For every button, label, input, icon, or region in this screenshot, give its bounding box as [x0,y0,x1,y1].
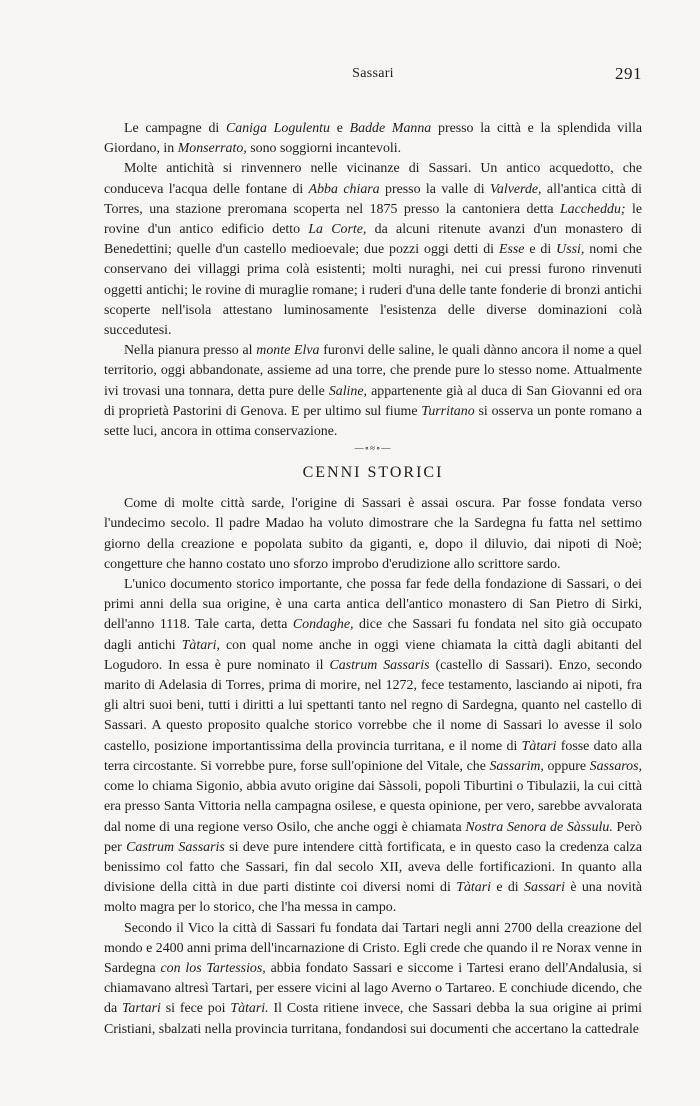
italic-term: Tàtari [521,738,557,754]
italic-term: Abba chiara [308,181,380,197]
italic-term: con los Tartessios, [160,960,266,976]
text-run: abbia fondato Sassari e siccome i Tartesi erano dell'Andalusia, si chiamavano altresì Tartari, per essere vicini al lago Averno o Tartareo. E conchiude dicendo, che da [104,960,643,1017]
italic-term: Turritano [421,403,475,419]
italic-term: Tàtari [456,880,491,896]
text-run: all'antica città di Torres, una stazione preromana scoperta nel 1875 presso la cantoniera detta [104,181,643,217]
italic-term: monte Elva [256,343,320,359]
page-number: 291 [615,64,642,83]
text-run: e [330,121,350,136]
text-run: Il Costa ritiene invece, che Sassari debba la sua origine ai primi Cristiani, sbalzati nella provincia turritana, fondandosi sui documenti che accertano la cattedrale [104,1001,642,1037]
page-header [104,66,642,86]
text-run: sono soggiorni incantevoli. [246,141,402,157]
text-run: Però per [104,819,642,855]
text-run: si fece poi [160,1001,231,1017]
italic-term: Condaghe, [292,617,354,633]
text-run: L'unico documento storico importante, che possa far fede della fondazione di Sassari, o dei primi anni della sua origine, è una carta antica dell'antico monastero di San Pietro di Sirki, dell'anno 1118. Tale carta, detta [104,577,642,633]
text-run: presso la valle di [379,181,490,197]
italic-term: Ussi, [556,242,585,258]
text-run: e di [490,880,525,896]
paragraph [104,494,642,575]
intro-section [104,119,642,442]
text-run: e di [524,242,557,258]
italic-term: Monserrato, [177,141,247,157]
italic-term: Tàtari, [181,637,220,653]
italic-term: Caniga Logulentu [226,121,330,136]
text-run: da alcuni ritenute avanzi d'un monastero di Benedettini; quelle d'un castello medioevale; due pozzi oggi detti di [104,222,642,258]
paragraph [104,919,642,1040]
paragraph [104,575,642,918]
text-run: le rovine d'un antico edificio detto [104,201,642,238]
running-title: Sassari [352,66,394,81]
separator-ornament: —∘≈∘— [354,443,392,454]
text-run: nomi che conservano dei villaggi prima colà esistenti; molti nuraghi, nei cui pressi furono rinvenuti oggetti antichi; le rovine di muraglie romane; i ruderi d'una delle tante fonderie di bronzi antichi scoperte nell'isola attestano luminosamente l'esistenza delle diverse dominazioni colà succedutesi. [104,242,643,339]
text-run: Le campagne di [124,121,226,136]
text-run: come lo chiama Sigonio, abbia avuto origine dai Sàssoli, popoli Tiburtini o Tibulazii, la cui città era presso Santa Vittoria nella campagna osilese, e questa opinione, per vero, sarebbe avvalorata dal nome di una regione verso Osilo, che anche oggi è chiamata [104,779,642,835]
italic-term: Esse [498,242,525,258]
history-section [104,494,642,1039]
text-run: Come di molte città sarde, l'origine di Sassari è assai oscura. Par fosse fondata verso l'undecimo secolo. Il padre Madao ha voluto dimostrare che la Sardegna fu fatta nel settimo giorno della creazione e popolata subito da giganti, e, dopo il diluvio, dai nipoti di Noè; congetture che hanno costato uno sforzo improbo d'erudizione allo scrittore sardo. [104,496,642,572]
text-run: (castello di Sassari). Enzo, secondo marito di Adelasia di Torres, prima di morire, nel 1272, fece testamento, lasciando ai nipoti, fra gli altri suoi beni, tutti i diritti a lui spettanti tanto nel regno di Sardegna, quanto nel castello di Sassari. A questo proposito qualche storico vorrebbe che il nome di Sassari lo avesse il solo castello, posizione importantissima della provincia turritana, e il nome di [104,657,643,754]
text-run: dice che Sassari fu fondata nel sito già occupato dagli antichi [104,617,643,653]
text-run: furonvi delle saline, le quali dànno ancora il nome a quel territorio, oggi abbandonate, assieme ad una torre, che prende pure lo stesso nome. Attualmente ivi trovasi una tonnara, detta pure delle [104,343,643,399]
text-run: si osserva un ponte romano a sette luci, ancora in ottima conservazione. [104,403,643,440]
text-run: con qual nome anche in oggi viene chiamata la città dagli abitanti del Logudoro. In essa è pure nominato il [104,637,642,673]
italic-term: Laccheddu; [559,201,626,217]
paragraph [104,119,642,159]
text-run: Nella pianura presso al [124,343,257,359]
section-heading: CENNI STORICI [302,464,444,482]
italic-term: Tartari [121,1001,161,1017]
text-run: appartenente già al duca di San Giovanni ed ora di proprietà Pastorini di Genova. E per ultimo sul fiume [104,383,642,419]
italic-term: Saline, [328,383,368,399]
italic-term: Sassaros, [589,758,642,774]
italic-term: Valverde, [489,181,542,197]
italic-term: Badde Manna [349,121,432,136]
italic-term: Sassari [524,880,565,896]
italic-term: Nostra Senora de Sàssulu. [465,819,613,835]
text-run: presso la città e la splendida villa Giordano, in [104,121,642,157]
paragraph [104,159,642,341]
italic-term: Castrum Sassaris [126,839,225,855]
text-run: fosse dato alla terra circostante. Si vorrebbe pure, forse sull'opinione del Vitale, che [104,738,642,774]
text-run: Secondo il Vico la città di Sassari fu fondata dai Tartari negli anni 2700 della creazione del mondo e 2400 anni prima dell'incarnazione di Cristo. Egli crede che quando il re Norax venne in Sardegna [104,920,642,976]
text-run: si deve pure intendere città fortificata, e in questo caso la credenza calza benissimo col fatto che Sassari, fin dal secolo XII, aveva delle fortificazioni. In quanto alla divisione della città in due parti distinte coi diversi nomi di [104,839,642,896]
italic-term: Sassarim, [489,758,544,774]
body-text [104,119,642,1040]
italic-term: La Corte, [308,222,367,238]
text-run: è una novità molto magra per lo storico, che l'ha messa in campo. [104,880,643,916]
text-run: Molte antichità si rinvennero nelle vicinanze di Sassari. Un antico acquedotto, che conduceva l'acqua delle fontane di [104,161,642,197]
italic-term: Castrum Sassaris [329,657,430,673]
paragraph [104,341,642,442]
italic-term: Tàtari. [230,1001,269,1017]
text-run: oppure [543,758,590,774]
